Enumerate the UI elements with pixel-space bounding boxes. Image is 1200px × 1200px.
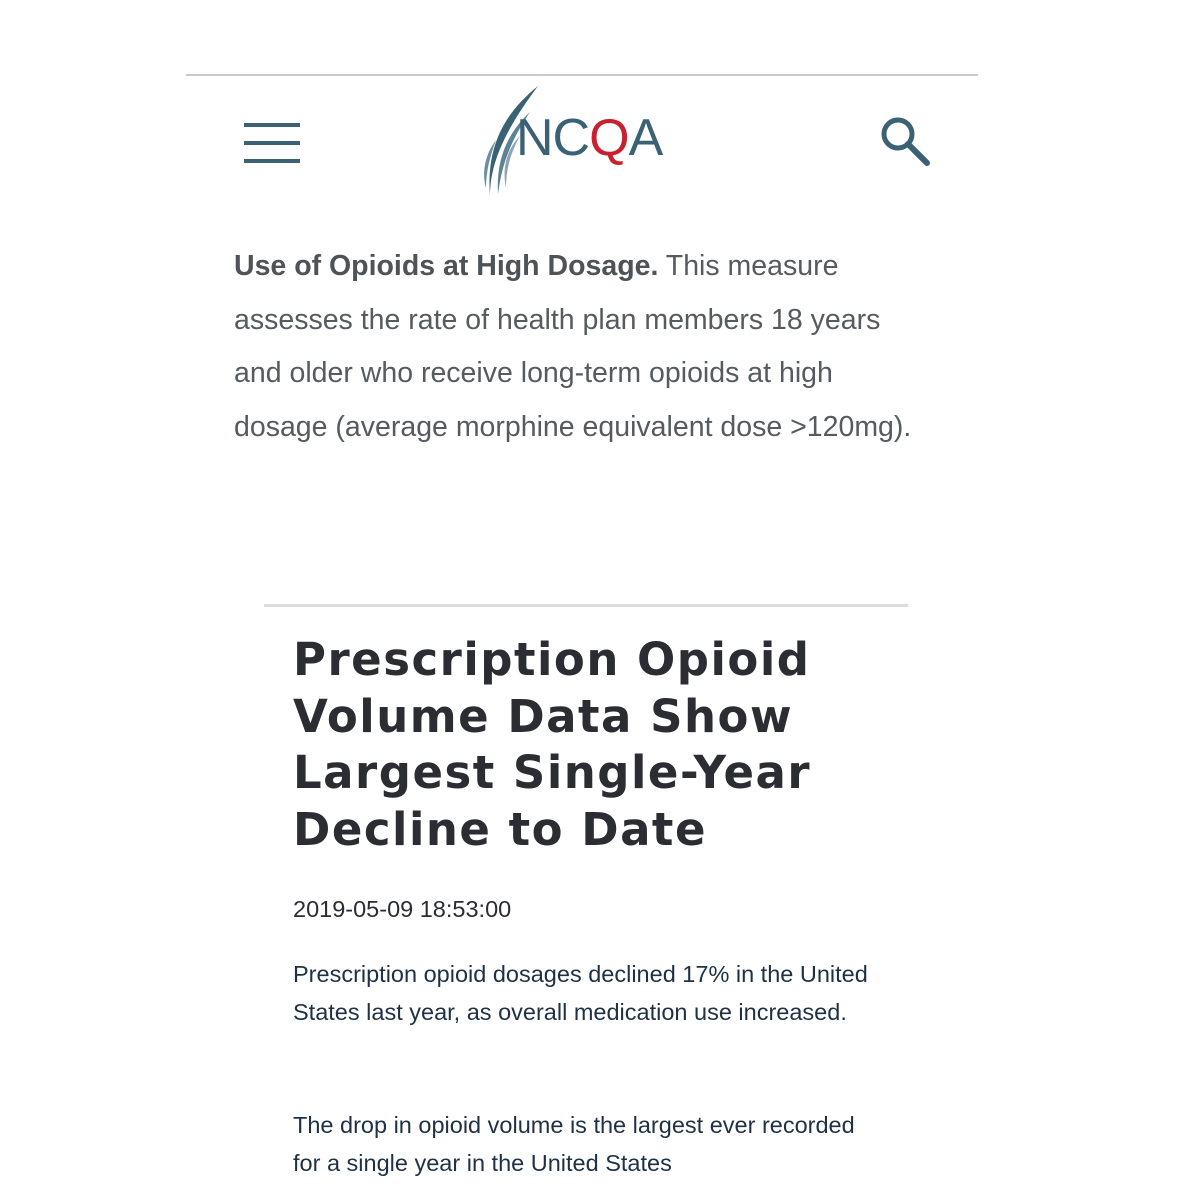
measure-text: This measure assesses the rate of health plan members 18 years and older who receive long-term opioids at high dosage (average morphine equivalent dose >120mg). <box>234 250 912 443</box>
article-paragraph: Prescription opioid dosages declined 17% in the United States last year, as overall medication use increased. <box>293 961 868 1025</box>
search-icon <box>876 112 936 172</box>
ncqa-logo[interactable] <box>476 84 686 204</box>
measure-description <box>234 240 924 454</box>
logo-wordmark: NCQA <box>516 109 663 167</box>
article-title: Prescription Opioid Volume Data Show Largest Single-Year Decline to Date <box>293 633 812 856</box>
article-paragraph: The drop in opioid volume is the largest ever recorded for a single year in the United States <box>293 1112 855 1176</box>
site-header <box>186 76 978 216</box>
search-button[interactable] <box>876 112 936 172</box>
article-date: 2019-05-09 18:53:00 <box>293 896 512 922</box>
menu-button[interactable] <box>242 120 304 166</box>
section-divider <box>264 604 908 607</box>
measure-title: Use of Opioids at High Dosage. <box>234 250 659 282</box>
